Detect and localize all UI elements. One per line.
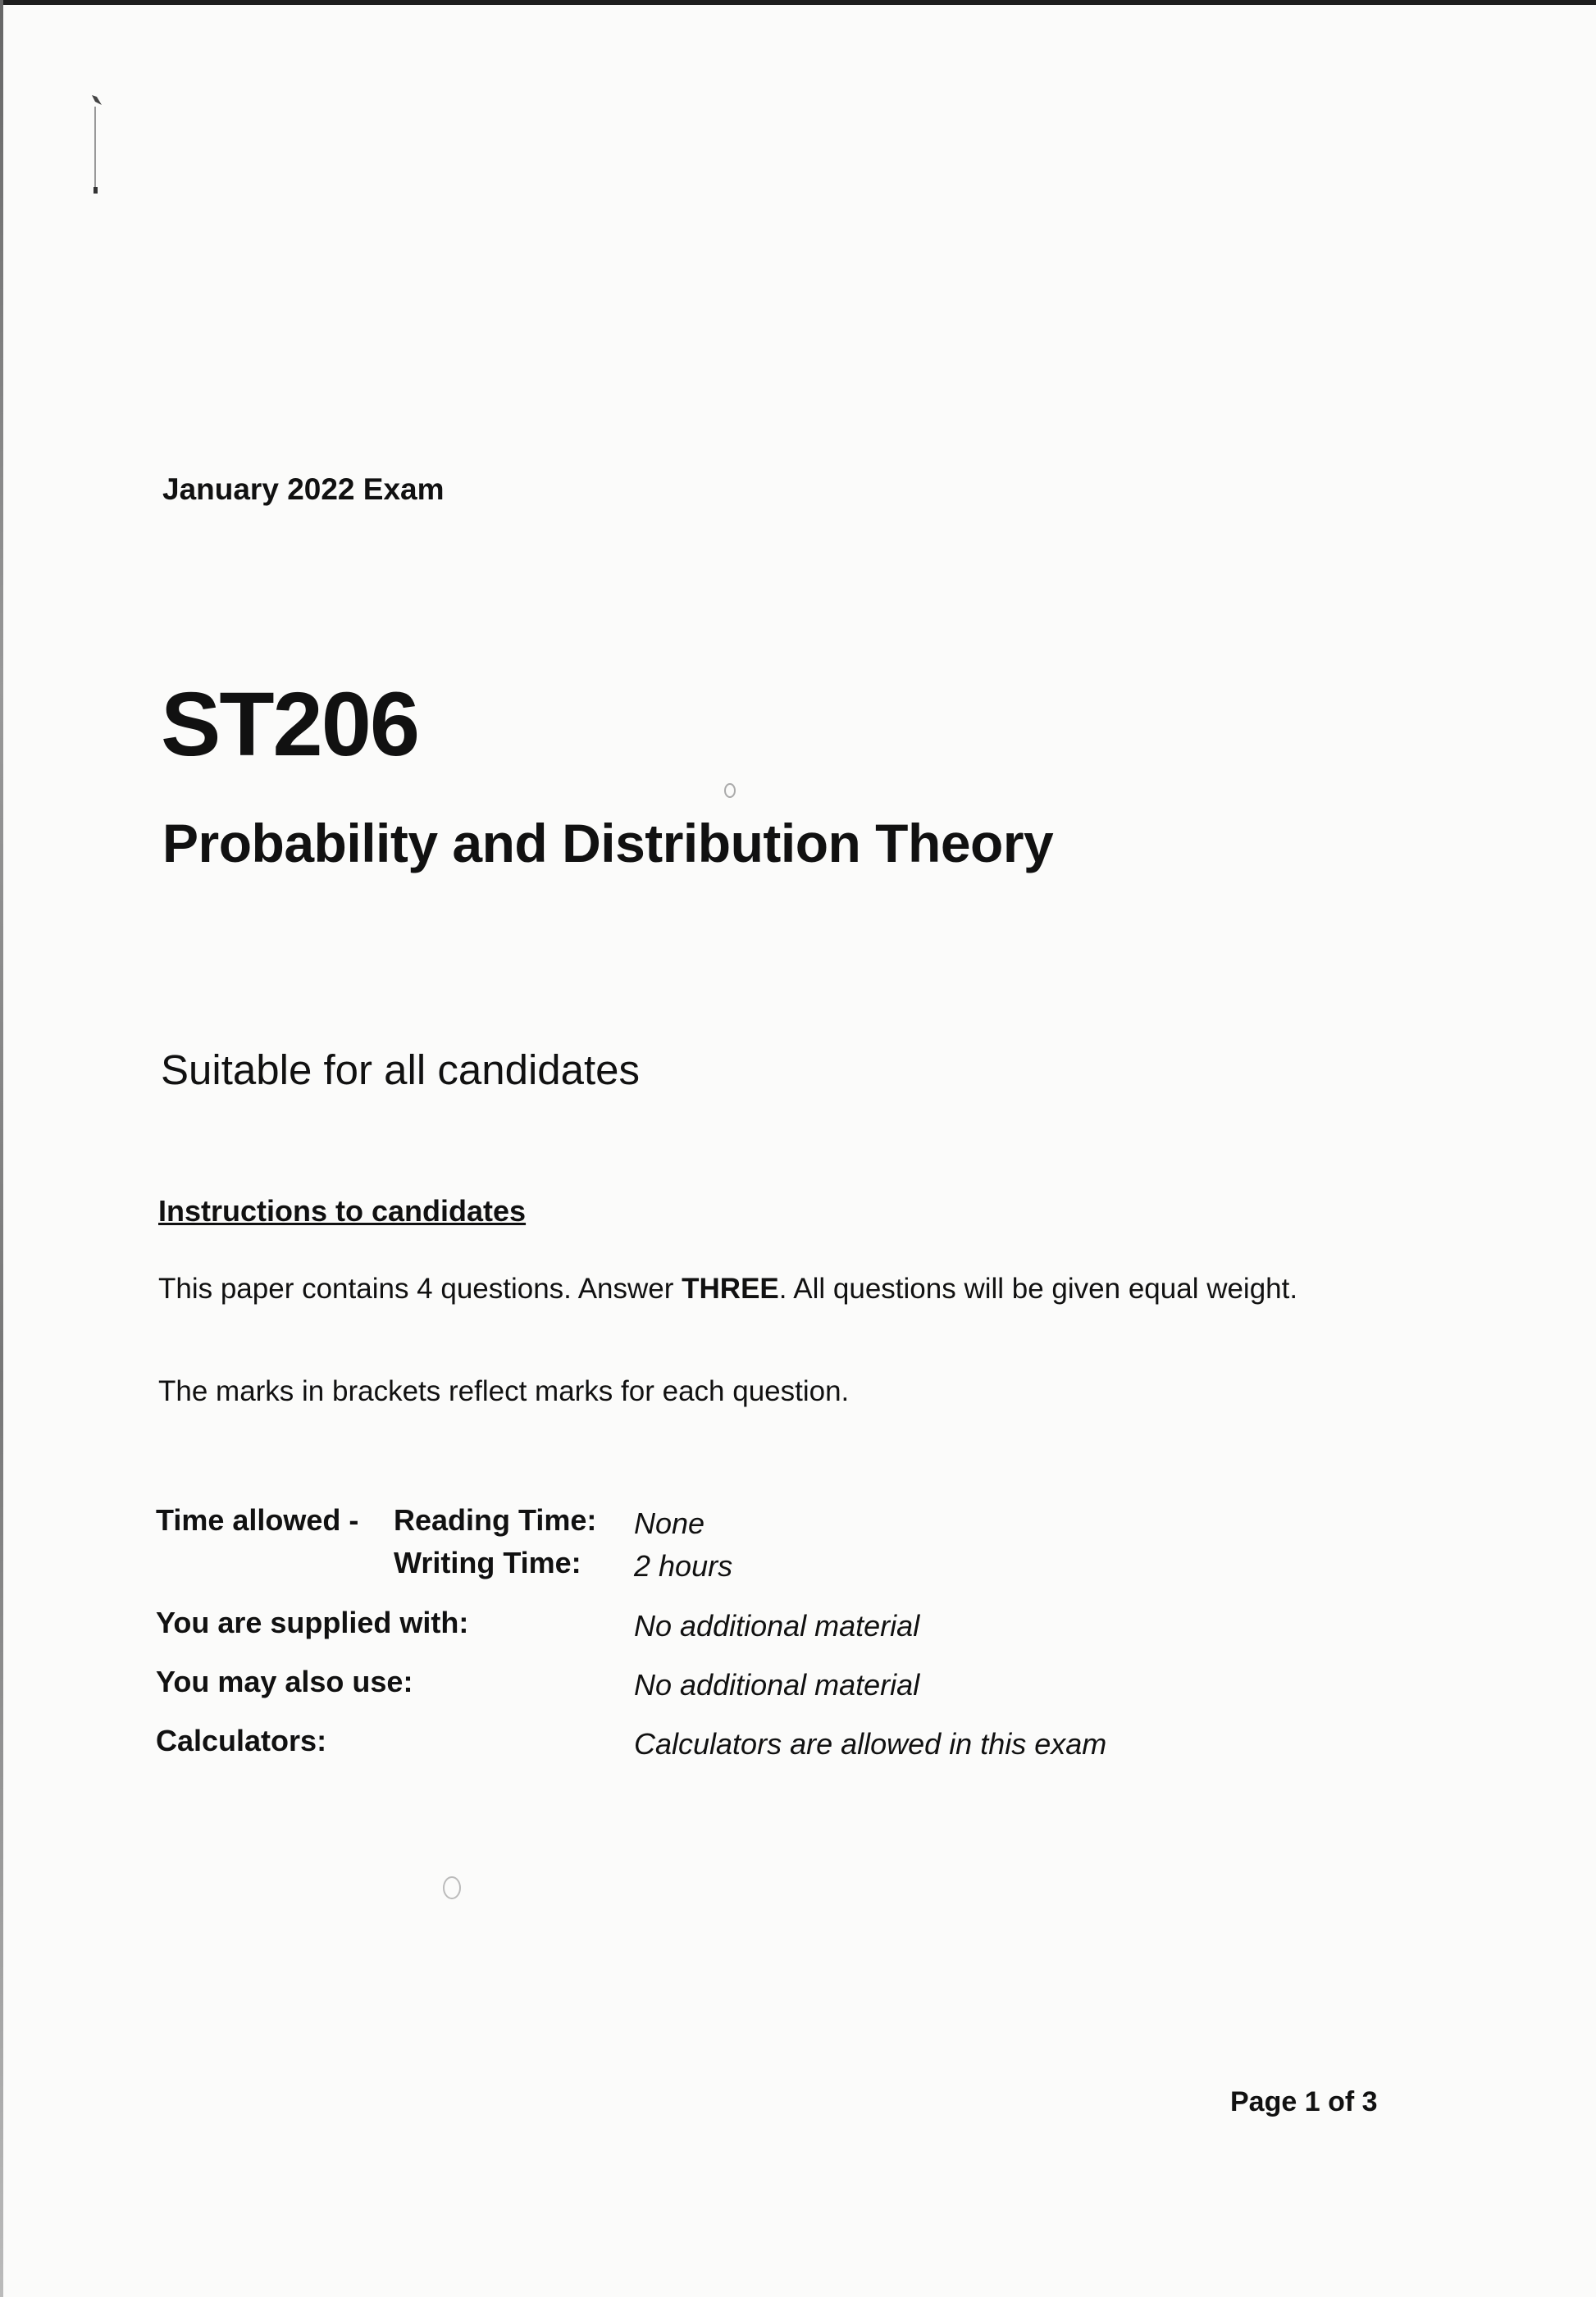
scan-edge-left: [0, 0, 3, 2297]
instructions-line-1-emphasis: THREE: [682, 1273, 779, 1305]
writing-time-label: Writing Time:: [394, 1546, 581, 1579]
scan-speck: [440, 1873, 464, 1903]
calculators-label: Calculators:: [156, 1724, 327, 1757]
also-use-value: No additional material: [634, 1668, 920, 1702]
also-use-label: You may also use:: [156, 1665, 413, 1698]
staple-mark: [82, 90, 115, 205]
supplied-value: No additional material: [634, 1609, 920, 1643]
instructions-line-2: The marks in brackets reflect marks for each question.: [158, 1375, 850, 1407]
suitability-note: Suitable for all candidates: [161, 1046, 641, 1093]
reading-time-label: Reading Time:: [394, 1503, 597, 1537]
scan-edge-top: [0, 0, 1596, 5]
exam-date: January 2022 Exam: [162, 472, 445, 506]
reading-time-value: None: [634, 1506, 705, 1540]
instructions-line-1: [158, 1273, 1297, 1306]
instructions-heading: Instructions to candidates: [158, 1194, 527, 1228]
calculators-value: Calculators are allowed in this exam: [634, 1727, 1107, 1761]
writing-time-value: 2 hours: [634, 1549, 733, 1583]
instructions-line-1-start: This paper contains 4 questions. Answer: [158, 1273, 682, 1305]
scan-speck: [722, 781, 738, 800]
supplied-label: You are supplied with:: [156, 1606, 469, 1639]
page-number: Page 1 of 3: [1230, 2086, 1378, 2117]
time-allowed-label: Time allowed -: [156, 1503, 359, 1537]
course-code: ST206: [161, 674, 419, 775]
course-title: Probability and Distribution Theory: [162, 813, 1054, 873]
instructions-line-1-end: . All questions will be given equal weight.: [778, 1273, 1298, 1305]
